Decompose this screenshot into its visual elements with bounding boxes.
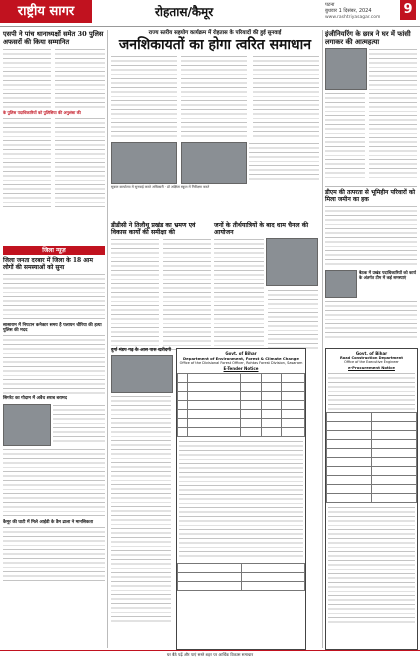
tender-ad-text [179, 440, 303, 560]
masthead [0, 0, 420, 27]
road-ad-text-1 [328, 372, 415, 410]
center-story-b-photo [266, 238, 318, 286]
center-photo-2 [181, 142, 247, 184]
right-story-3 [325, 270, 417, 340]
right-text-block-2 [325, 92, 365, 180]
left-headline-4: सिगरेट का गोदाम में अवैध शराब बरामद [3, 396, 67, 402]
edition-info [325, 2, 372, 14]
right-headline-3: बैठक में प्रखंड पदाधिकारियों को कार्य के अंतर्गत टीम में कई समस्याएं [359, 270, 416, 280]
right-story-2 [325, 189, 417, 265]
center-story-a [111, 222, 211, 350]
left-column [3, 30, 105, 207]
center-story-b-text-1 [214, 238, 264, 350]
edition-date: बुधवार 1 दिसंबर, 2024 [325, 8, 372, 14]
left-boxed-title: जिला न्यूज़ [3, 246, 105, 255]
left-text-block-7 [53, 404, 105, 444]
center-story-b-headline: जनों के तीर्थयात्रियों के बाद धाम चैनल की आयोजन [214, 222, 309, 236]
road-ad-office: Office of the Executive Engineer [344, 360, 399, 364]
brand-logo: राष्ट्रीय सागर [0, 0, 92, 23]
road-ad-text-2 [328, 506, 415, 626]
right-column [325, 30, 417, 180]
left-headline-2: जिला जनता दरबार में जिला के 18 आम लोगों की समस्याओं को सुना [3, 257, 93, 271]
tender-ad-title: Department of Environment, Forest & Climate Change [183, 356, 299, 361]
divider-right [322, 30, 323, 648]
center-text-block-2 [181, 55, 247, 139]
left-headline-3: सासाराम में निपटान कनेक्टर समय है पलायन चौरिया की हत्या पुलिस की मदद [3, 323, 102, 334]
center-top [111, 30, 319, 190]
center-photo-1 [111, 142, 177, 184]
photo-caption-2: डॉ अक्षिता स्कूल में निरीक्षण करते [167, 185, 210, 190]
left-headline-5: कैमूर की घाटी में मिले आईडी के डैम ढाला ने मानसिकता [3, 519, 93, 525]
page-footer: घर बैठे पढ़ें और पाएं सस्ते शहर पर आर्थिक विकास समाचार [0, 650, 420, 658]
edition-city: पटना [325, 2, 335, 8]
center-story-b [214, 222, 318, 351]
tender-ad-table [177, 373, 305, 437]
center-story-a-text-2 [163, 238, 211, 350]
website: www.rashtriyasagar.com [325, 15, 381, 20]
right-text-block-1 [369, 48, 417, 178]
road-ad-bank: Govt. of Bihar [355, 351, 388, 356]
center-story-c-photo [111, 355, 173, 393]
left-text-block-6 [3, 334, 105, 394]
divider-left [107, 30, 108, 648]
road-ad-notice: e-Procurement Notice [348, 365, 395, 370]
left-text-block-9 [3, 526, 105, 584]
left-text-block-4 [55, 117, 105, 207]
center-headline: जनशिकायतों का होगा त्वरित समाधान [118, 37, 312, 54]
center-kicker: राज्य स्तरीय सहयोग कार्यक्रम में रोहतास के परियादों की हुई सुनवाई [148, 30, 282, 36]
left-boxed-section [3, 246, 105, 584]
left-photo [3, 404, 51, 446]
center-captions: सुकल कार्यालय में सुनवाई करते अधिकारी · डॉ अक्षिता स्कूल में निरीक्षण करते [111, 185, 210, 190]
right-photo-2 [325, 270, 357, 298]
center-story-b-text-2 [268, 289, 318, 351]
center-story-c-headline: दुर्गा मंडप गढ़ के आस पास खरीदगी [111, 348, 172, 353]
left-headline-1: एसपी ने पांच थानाध्यक्षों समेत 30 पुलिस अफसरों की किया सम्मानित [3, 30, 104, 46]
center-text-block-3 [253, 55, 319, 139]
tender-ad-office: Office of the Divisional Forest Officer, Rohtas Forest Division, Sasaram [179, 361, 303, 365]
center-text-block-1 [111, 55, 177, 139]
right-text-block-4 [325, 300, 417, 340]
left-text-block-5 [3, 273, 105, 321]
section-title: रोहतास/कैमूर [155, 5, 214, 19]
tender-ad-notice: E-Tender Notice [223, 366, 259, 371]
tender-ad-bank: Govt. of Bihar [225, 351, 257, 356]
left-text-block-2 [55, 48, 105, 110]
left-text-block-8 [3, 448, 105, 518]
right-photo-1 [325, 48, 367, 90]
left-text-block-1 [3, 48, 51, 110]
tender-ad [176, 348, 306, 650]
road-ad-table [326, 412, 417, 503]
center-text-block-4 [249, 142, 319, 182]
left-text-block-3 [3, 117, 51, 207]
left-subhead-1: के पुलिस पदाधिकारियों को पुलिसिया की अनुशंसा की [3, 110, 81, 115]
right-text-block-3 [325, 205, 417, 265]
road-ad-title: Road Construction Department [339, 356, 404, 360]
center-story-c-text [111, 395, 171, 623]
right-divider [325, 186, 417, 187]
road-ad [325, 348, 418, 650]
right-headline-1: इंजीनियरिंग के छात्र ने घर में फांसी लगाकर की आत्महत्या [325, 30, 411, 46]
page-number: 9 [400, 0, 416, 20]
center-story-a-text-1 [111, 238, 159, 350]
center-story-a-headline: डीडीसी ने तिलौथू प्रखंड का भ्रमण एवं विकास कार्यों की समीक्षा की [111, 222, 196, 236]
right-headline-2: डीएम की तत्परता से भूमिहीन परिवारों को मिला जमीन का हक [325, 189, 416, 203]
photo-caption-1: सुकल कार्यालय में सुनवाई करते अधिकारी [111, 185, 164, 190]
center-story-c [111, 348, 173, 623]
tender-ad-table-2 [177, 563, 305, 591]
